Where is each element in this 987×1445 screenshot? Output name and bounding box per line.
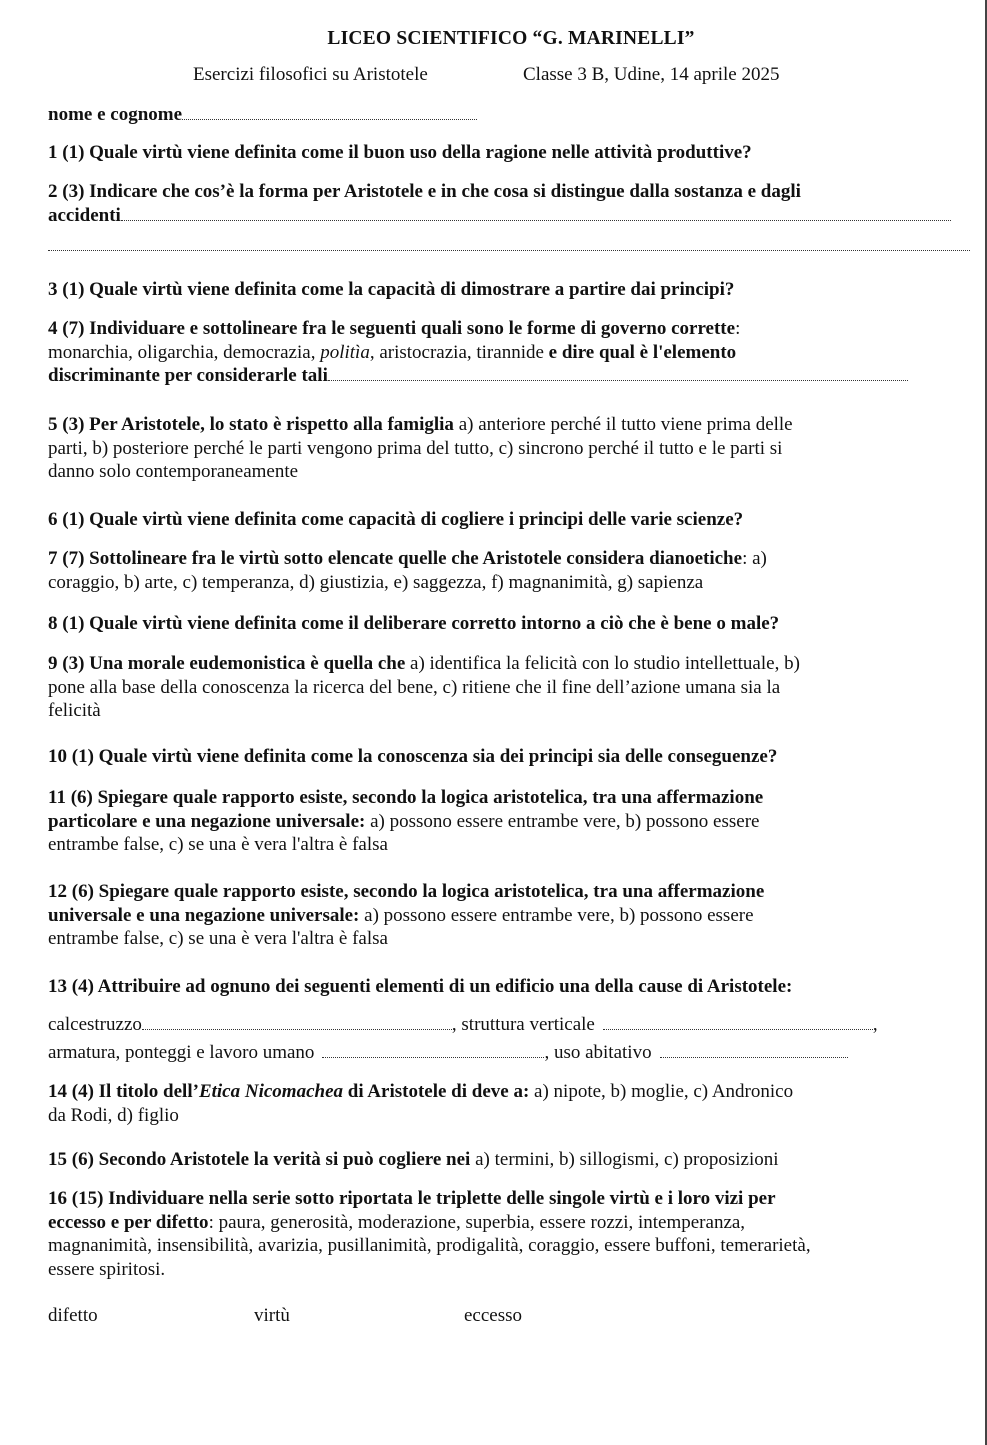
answer-blank-line[interactable] [603, 1025, 873, 1030]
question-8 [48, 612, 974, 636]
question-13-row-2 [48, 1042, 848, 1064]
question-12 [48, 880, 974, 951]
question-14 [48, 1080, 974, 1127]
answer-blank-line[interactable] [121, 216, 951, 221]
answer-blank-line[interactable] [322, 1053, 544, 1058]
question-1-text: 1 (1) Quale virtù viene definita come il buon uso della ragione nelle attività produttive? [48, 142, 752, 163]
question-11-options-line-3: entrambe false, c) se una è vera l'altra è falsa [48, 834, 388, 855]
question-16-list-part-2: magnanimità, insensibilità, avarizia, pusillanimità, prodigalità, coraggio, essere buffoni, temerarietà, [48, 1235, 811, 1256]
question-11 [48, 786, 974, 857]
column-virtu: virtù [254, 1305, 290, 1326]
question-7-stem: 7 (7) Sottolineare fra le virtù sotto elencate quelle che Aristotele considera dianoetiche [48, 548, 743, 569]
question-11-line-2: particolare e una negazione universale: [48, 810, 366, 832]
answer-blank-line[interactable] [48, 250, 970, 251]
question-2-line-2: accidenti [48, 204, 121, 226]
question-9 [48, 652, 974, 723]
item-struttura-verticale: , struttura verticale [451, 1014, 595, 1035]
question-4 [48, 317, 974, 388]
name-field-row [48, 104, 477, 126]
question-13-text: 13 (4) Attribuire ad ognuno dei seguenti elementi di un edificio una della cause di Aristotele: [48, 976, 793, 997]
question-2-line-1: 2 (3) Indicare che cos’è la forma per Aristotele e in che cosa si distingue dalla sostanza e dagli [48, 181, 801, 202]
question-9-options-line-3: felicità [48, 700, 101, 721]
question-4-instruction: e dire qual è l'elemento [548, 341, 737, 363]
name-blank-line[interactable] [182, 115, 477, 120]
question-10-text: 10 (1) Quale virtù viene definita come la conoscenza sia dei principi sia delle conseguenze? [48, 746, 778, 767]
question-5-options-line-3: danno solo contemporaneamente [48, 461, 299, 482]
question-3 [48, 278, 974, 302]
question-2 [48, 180, 974, 228]
item-calcestruzzo: calcestruzzo [48, 1014, 142, 1035]
question-10 [48, 745, 974, 769]
question-14-options-line-2: da Rodi, d) figlio [48, 1104, 179, 1126]
question-6 [48, 508, 974, 532]
item-uso-abitativo: , uso abitativo [544, 1042, 652, 1063]
question-16-list-part-3: essere spiritosi. [48, 1258, 166, 1280]
question-16 [48, 1187, 974, 1281]
question-14-options: a) nipote, b) moglie, c) Andronico [529, 1081, 794, 1102]
question-9-option-a: a) identifica la felicità con lo studio intellettuale, b) [405, 653, 800, 674]
item-separator: , [872, 1014, 878, 1035]
question-13 [48, 975, 974, 999]
question-1 [48, 141, 974, 165]
column-eccesso: eccesso [464, 1305, 523, 1326]
question-4-line-1: 4 (7) Individuare e sottolineare fra le seguenti quali sono le forme di governo corrette [48, 318, 736, 339]
question-14-stem: 14 (4) Il titolo dell’ [48, 1081, 199, 1102]
question-7-options: coraggio, b) arte, c) temperanza, d) giustizia, e) saggezza, f) magnanimità, g) sapienza [48, 571, 704, 593]
question-12-line-2: universale e una negazione universale: [48, 904, 360, 926]
question-16-line-2: eccesso e per difetto [48, 1211, 209, 1233]
question-5-option-a: a) anteriore perché il tutto viene prima delle [453, 414, 793, 435]
question-11-option-a-b: a) possono essere entrambe vere, b) possono essere [365, 810, 760, 832]
question-16-list-part-1: : paura, generosità, moderazione, superbia, essere rozzi, intemperanza, [208, 1211, 746, 1233]
question-15 [48, 1148, 974, 1172]
question-5-options-line-2: parti, b) posteriore perché le parti vengono prima del tutto, c) sincrono perché il tutto e le parti si [48, 437, 783, 459]
subject-label: Esercizi filosofici su Aristotele [193, 64, 428, 85]
question-16-line-1: 16 (15) Individuare nella serie sotto riportata le triplette delle singole virtù e i loro vizi per [48, 1188, 776, 1209]
column-difetto: difetto [48, 1305, 98, 1326]
question-11-line-1: 11 (6) Spiegare quale rapporto esiste, secondo la logica aristotelica, tra una affermazione [48, 787, 764, 808]
answer-blank-line[interactable] [660, 1053, 848, 1058]
question-12-line-1: 12 (6) Spiegare quale rapporto esiste, secondo la logica aristotelica, tra una affermazione [48, 881, 765, 902]
question-5 [48, 413, 974, 484]
question-4-options-rest: , aristocrazia, tirannide [369, 341, 549, 363]
question-13-row-1 [48, 1014, 878, 1036]
question-6-text: 6 (1) Quale virtù viene definita come capacità di cogliere i principi delle varie scienze? [48, 509, 744, 530]
question-4-options: monarchia, oligarchia, democrazia, [48, 341, 321, 363]
question-14-book-title: Etica Nicomachea [198, 1081, 343, 1102]
question-4-line-3: discriminante per considerarle tali [48, 365, 328, 386]
question-12-option-a-b: a) possono essere entrambe vere, b) possono essere [359, 904, 754, 926]
answer-blank-line[interactable] [142, 1025, 452, 1030]
question-8-text: 8 (1) Quale virtù viene definita come il deliberare corretto intorno a ciò che è bene o male? [48, 613, 780, 634]
question-3-text: 3 (1) Quale virtù viene definita come la capacità di dimostrare a partire dai principi? [48, 279, 735, 300]
question-4-colon: : [735, 318, 741, 339]
question-5-stem: 5 (3) Per Aristotele, lo stato è rispetto alla famiglia [48, 414, 454, 435]
item-armatura: armatura, ponteggi e lavoro umano [48, 1042, 315, 1063]
class-date-label: Classe 3 B, Udine, 14 aprile 2025 [523, 64, 780, 85]
question-12-options-line-3: entrambe false, c) se una è vera l'altra è falsa [48, 928, 388, 949]
answer-blank-line[interactable] [328, 376, 908, 381]
school-title: LICEO SCIENTIFICO “G. MARINELLI” [327, 28, 695, 49]
question-7-option-a: : a) [742, 548, 767, 569]
question-7 [48, 547, 974, 594]
question-4-option-politia: politìa [320, 341, 370, 363]
question-15-options: a) termini, b) sillogismi, c) proposizioni [470, 1149, 779, 1170]
question-9-stem: 9 (3) Una morale eudemonistica è quella che [48, 653, 406, 674]
name-label: nome e cognome [48, 104, 183, 125]
question-15-stem: 15 (6) Secondo Aristotele la verità si può cogliere nei [48, 1149, 471, 1170]
question-14-stem-end: di Aristotele di deve a: [343, 1081, 530, 1102]
question-9-options-line-2: pone alla base della conoscenza la ricerca del bene, c) ritiene che il fine dell’azione umana sia la [48, 676, 781, 698]
